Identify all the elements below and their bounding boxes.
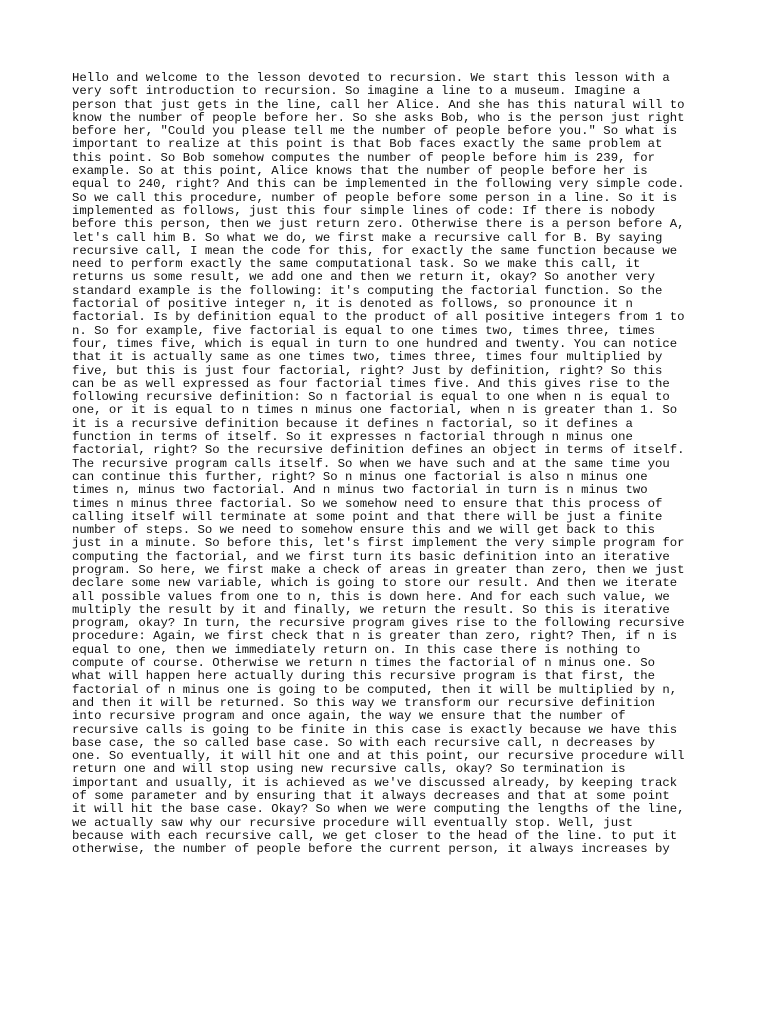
text-line: equal to one, then we immediately return on. In this case there is nothing to [72, 642, 641, 657]
text-line: So we call this procedure, number of people before some person in a line. So it is [72, 190, 678, 205]
text-line: times n minus three factorial. So we somehow need to ensure that this process of [72, 496, 663, 511]
text-line: recursive call, I mean the code for this, for exactly the same function because we [72, 243, 678, 258]
text-line: very soft introduction to recursion. So imagine a line to a museum. Imagine a [72, 84, 641, 99]
text-line: let's call him B. So what we do, we first make a recursive call for B. By saying [72, 230, 663, 245]
text-line: need to perform exactly the same computational task. So we make this call, it [72, 257, 641, 272]
text-line: factorial. Is by definition equal to the product of all positive integers from 1 to [72, 310, 685, 325]
text-line: procedure: Again, we first check that n is greater than zero, right? Then, if n is [72, 629, 678, 644]
text-line: five, but this is just four factorial, right? Just by definition, right? So this [72, 363, 663, 378]
text-line: return one and will stop using new recursive calls, okay? So termination is [72, 762, 626, 777]
text-line: number of steps. So we need to somehow ensure this and we will get back to this [72, 523, 655, 538]
text-line: important and usually, it is achieved as we've discussed already, by keeping track [72, 775, 678, 790]
text-line: times n, minus two factorial. And n minus two factorial in turn is n minus two [72, 483, 648, 498]
text-line: computing the factorial, and we first turn its basic definition into an iterative [72, 549, 670, 564]
text-line: factorial of n minus one is going to be computed, then it will be multiplied by n, [72, 682, 678, 697]
text-line: what will happen here actually during this recursive program is that first, the [72, 669, 655, 684]
text-line: know the number of people before her. So she asks Bob, who is the person just right [72, 110, 685, 125]
text-line: this point. So Bob somehow computes the number of people before him is 239, for [72, 150, 655, 165]
text-line: compute of course. Otherwise we return n times the factorial of n minus one. So [72, 656, 655, 671]
text-line: equal to 240, right? And this can be implemented in the following very simple code. [72, 177, 685, 192]
text-line: The recursive program calls itself. So when we have such and at the same time you [72, 456, 670, 471]
text-line: of some parameter and by ensuring that it always decreases and that at some point [72, 789, 670, 804]
text-line: before her, "Could you please tell me the number of people before you." So what is [72, 124, 678, 139]
text-line: following recursive definition: So n factorial is equal to one when n is equal to [72, 390, 670, 405]
text-line: important to realize at this point is that Bob faces exactly the same problem at [72, 137, 663, 152]
text-line: base case, the so called base case. So with each recursive call, n decreases by [72, 735, 655, 750]
text-line: Hello and welcome to the lesson devoted to recursion. We start this lesson with a [72, 71, 670, 85]
text-line: it is a recursive definition because it defines n factorial, so it defines a [72, 416, 633, 431]
text-line: otherwise, the number of people before the current person, it always increases by [72, 842, 670, 857]
text-line: person that just gets in the line, call her Alice. And she has this natural will to [72, 97, 685, 112]
text-line: factorial of positive integer n, it is denoted as follows, so pronounce it n [72, 297, 633, 312]
text-line: can be as well expressed as four factorial times five. And this gives rise to the [72, 376, 670, 391]
text-line: one, or it is equal to n times n minus one factorial, when n is greater than 1. So [72, 403, 678, 418]
text-line: it will hit the base case. Okay? So when we were computing the lengths of the line, [72, 802, 685, 817]
transcript-text [72, 72, 712, 857]
text-line: implemented as follows, just this four simple lines of code: If there is nobody [72, 203, 655, 218]
text-line: can continue this further, right? So n minus one factorial is also n minus one [72, 469, 648, 484]
text-line: factorial, right? So the recursive definition defines an object in terms of itself. [72, 443, 685, 458]
text-line: calling itself will terminate at some point and that there will be just a finite [72, 509, 663, 524]
text-line: program, okay? In turn, the recursive program gives rise to the following recursive [72, 616, 685, 631]
text-line: declare some new variable, which is going to store our result. And then we iterate [72, 576, 678, 591]
text-line: returns us some result, we add one and then we return it, okay? So another very [72, 270, 655, 285]
text-line: and then it will be returned. So this way we transform our recursive definition [72, 695, 655, 710]
text-line: one. So eventually, it will hit one and at this point, our recursive procedure will [72, 749, 685, 764]
text-line: because with each recursive call, we get closer to the head of the line. to put it [72, 828, 678, 843]
text-line: we actually saw why our recursive procedure will eventually stop. Well, just [72, 815, 633, 830]
text-line: standard example is the following: it's computing the factorial function. So the [72, 283, 663, 298]
text-line: multiply the result by it and finally, we return the result. So this is iterative [72, 602, 670, 617]
text-line: program. So here, we first make a check of areas in greater than zero, then we just [72, 562, 685, 577]
text-line: into recursive program and once again, the way we ensure that the number of [72, 709, 626, 724]
text-line: that it is actually same as one times two, times three, times four multiplied by [72, 350, 663, 365]
text-line: just in a minute. So before this, let's first implement the very simple program for [72, 536, 685, 551]
text-line: four, times five, which is equal in turn to one hundred and twenty. You can notice [72, 336, 678, 351]
text-line: example. So at this point, Alice knows that the number of people before her is [72, 164, 648, 179]
text-line: recursive calls is going to be finite in this case is exactly because we have this [72, 722, 678, 737]
text-line: n. So for example, five factorial is equal to one times two, times three, times [72, 323, 655, 338]
text-line: all possible values from one to n, this is down here. And for each such value, we [72, 589, 670, 604]
text-line: before this person, then we just return zero. Otherwise there is a person before A, [72, 217, 685, 232]
text-line: function in terms of itself. So it expresses n factorial through n minus one [72, 430, 633, 445]
